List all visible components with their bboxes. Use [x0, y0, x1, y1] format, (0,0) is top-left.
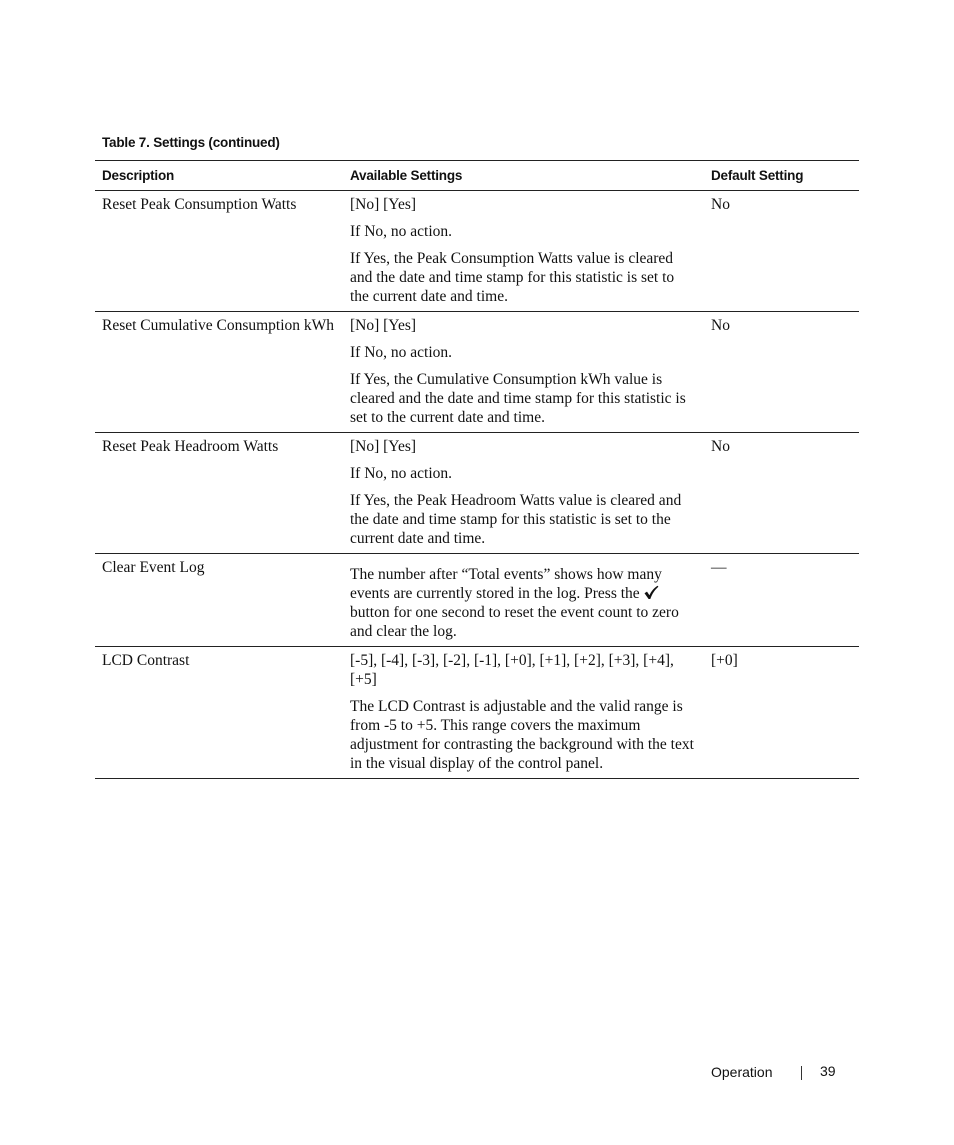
table-row: [95, 191, 859, 312]
setting-if-yes: If Yes, the Peak Headroom Watts value is cleared and the date and time stamp for this statistic is set to the current date and time.: [350, 492, 682, 547]
row-available-settings: [343, 433, 704, 554]
setting-options: [No] [Yes]: [350, 196, 417, 213]
checkmark-icon: [643, 585, 659, 600]
table-row: [95, 554, 859, 647]
table-row: [95, 647, 859, 779]
column-header-default-setting: Default Setting: [704, 161, 859, 191]
setting-if-yes: If Yes, the Peak Consumption Watts value is cleared and the date and time stamp for this statistic is set to the current date and time.: [350, 250, 675, 305]
column-header-description: Description: [95, 161, 343, 191]
row-description: LCD Contrast: [95, 647, 343, 779]
setting-if-no: If No, no action.: [350, 344, 453, 361]
table-row: [95, 312, 859, 433]
row-default-setting: No: [704, 312, 859, 433]
table-caption: Table 7. Settings (continued): [102, 135, 280, 150]
page-number: 39: [820, 1063, 836, 1079]
row-default-setting: —: [704, 554, 859, 647]
text-before-icon: The number after “Total events” shows how many events are currently stored in the log. Press the: [350, 566, 662, 602]
row-available-settings: [343, 647, 704, 779]
row-available-settings: [343, 312, 704, 433]
column-header-available-settings: Available Settings: [343, 161, 704, 191]
row-available-settings: [343, 554, 704, 647]
setting-if-no: If No, no action.: [350, 465, 453, 482]
settings-table: [95, 160, 859, 779]
row-default-setting: No: [704, 191, 859, 312]
setting-options: [No] [Yes]: [350, 438, 417, 455]
row-available-settings: [343, 191, 704, 312]
table-row: [95, 433, 859, 554]
row-description: Clear Event Log: [95, 554, 343, 647]
setting-if-yes: If Yes, the Cumulative Consumption kWh value is cleared and the date and time stamp for this statistic is set to the current date and time.: [350, 371, 686, 426]
table-header-row: [95, 161, 859, 191]
footer-divider: [801, 1066, 802, 1080]
row-description: Reset Peak Consumption Watts: [95, 191, 343, 312]
setting-if-no: If No, no action.: [350, 223, 453, 240]
row-description: Reset Cumulative Consumption kWh: [95, 312, 343, 433]
clear-event-log-text: [350, 558, 694, 641]
row-description: Reset Peak Headroom Watts: [95, 433, 343, 554]
footer-section-name: Operation: [711, 1064, 773, 1080]
row-default-setting: [+0]: [704, 647, 859, 779]
setting-options: [No] [Yes]: [350, 317, 417, 334]
row-default-setting: No: [704, 433, 859, 554]
text-after-icon: button for one second to reset the event count to zero and clear the log.: [350, 604, 679, 640]
setting-detail: The LCD Contrast is adjustable and the valid range is from -5 to +5. This range covers the maximum adjustment for contrasting the background with the text in the visual display of the control panel.: [350, 698, 694, 772]
setting-options: [-5], [-4], [-3], [-2], [-1], [+0], [+1], [+2], [+3], [+4], [+5]: [350, 652, 674, 688]
